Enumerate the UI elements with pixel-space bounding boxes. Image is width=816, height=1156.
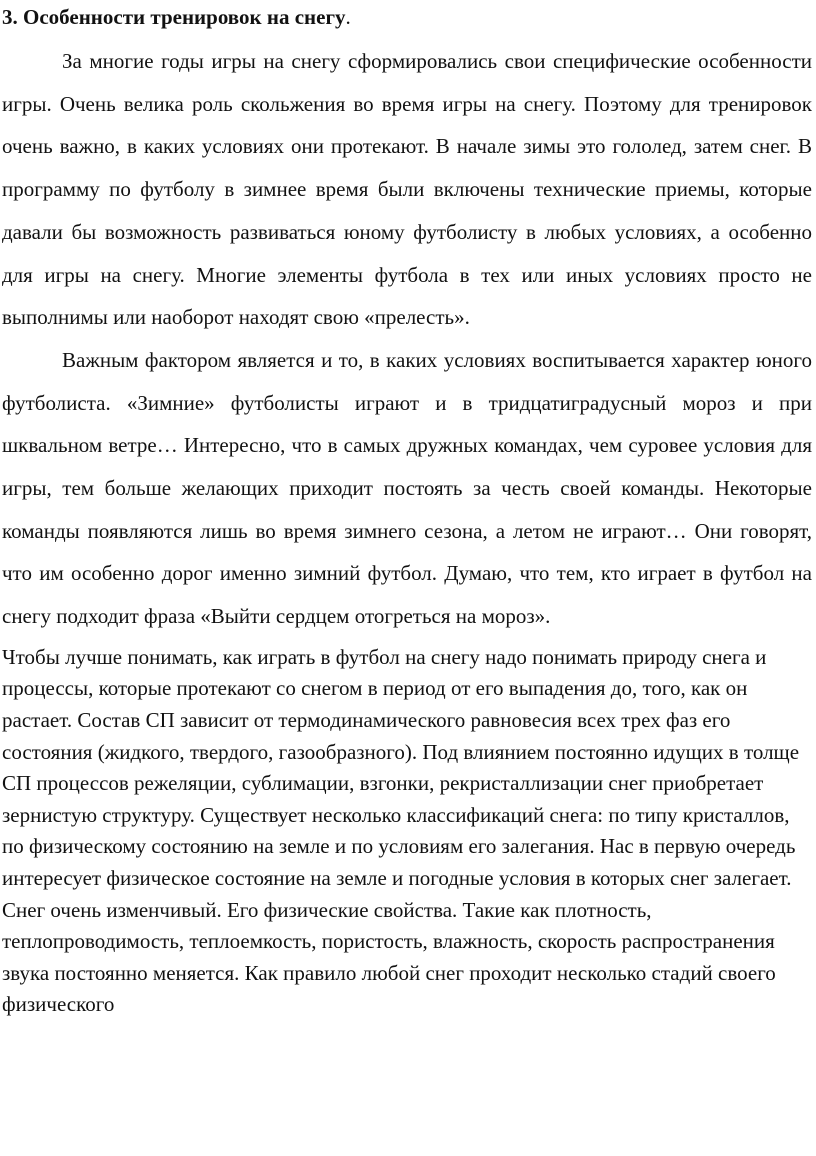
section-heading-period: . [345, 5, 351, 29]
section-heading [2, 0, 812, 30]
paragraph-player-character: Важным фактором является и то, в каких условиях воспитывается характер юного футболиста. «Зимние» футболисты играют и в тридцатиградусный мороз и при шквальном ветре… Интересно, что в самых дружных командах, чем суровее условия для игры, тем больше желающих приходит постоять за честь своей команды. Некоторые команды появляются лишь во время зимнего сезона, а летом не играют… Они говорят, что им особенно дорог именно зимний футбол. Думаю, что тем, кто играет в футбол на снегу подходит фраза «Выйти сердцем отогреться на мороз». [2, 347, 812, 629]
paragraph-snow-nature: Чтобы лучше понимать, как играть в футбол на снегу надо понимать природу снега и процессы, которые протекают со снегом в период от его выпадения до, того, как он растает. Состав СП зависит от термодинамического равновесия всех трех фаз его состояния (жидкого, твердого, газообразного). Под влиянием постоянно идущих в толще СП процессов режеляции, сублимации, взгонки, рекристаллизации снег приобретает зернистую структуру. Существует несколько классификаций снега: по типу кристаллов, по физическому состоянию на земле и по условиям его залегания. Нас в первую очередь интересует физическое состояние на земле и погодные условия в которых снег залегает. Снег очень изменчивый. Его физические свойства. Такие как плотность, теплопроводимость, теплоемкость, пористость, влажность, скорость распространения звука постоянно меняется. Как правило любой снег проходит несколько стадий своего физического [2, 644, 800, 1017]
section-heading-text: 3. Особенности тренировок на снегу [2, 5, 346, 29]
paragraph-snow-specifics: За многие годы игры на снегу сформировались свои специфические особенности игры. Очень велика роль скольжения во время игры на снегу. Поэтому для тренировок очень важно, в каких условиях они протекают. В начале зимы это гололед, затем снег. В программу по футболу в зимнее время были включены технические приемы, которые давали бы возможность развиваться юному футболисту в любых условиях, а особенно для игры на снегу. Многие элементы футбола в тех или иных условиях просто не выполнимы или наоборот находят свою «прелесть». [2, 49, 812, 330]
